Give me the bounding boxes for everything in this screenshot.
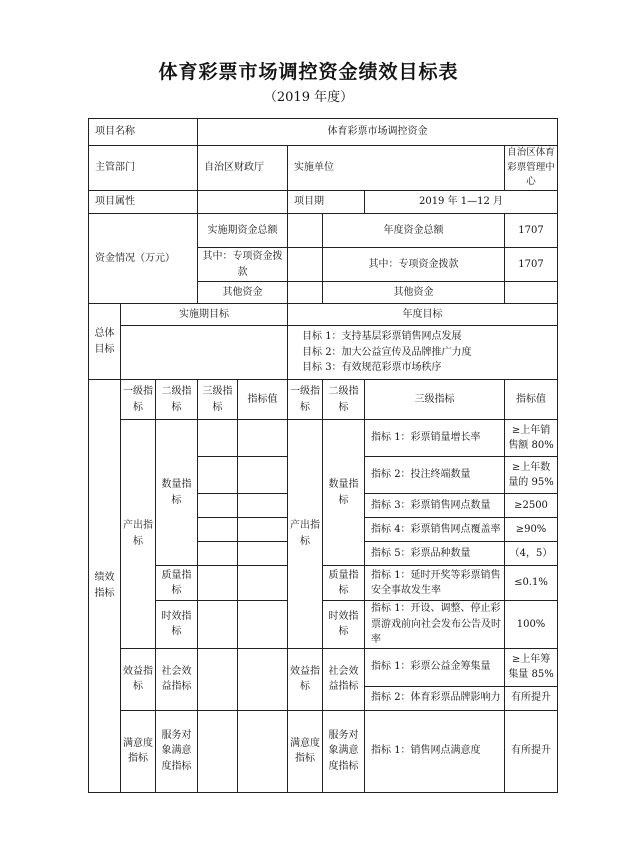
- row-goals-header: [89, 304, 558, 326]
- year-goal-list: [288, 326, 558, 380]
- hdr-val: 指标值: [238, 380, 288, 420]
- indicator-value: 100%: [505, 601, 558, 649]
- hdr-val-right: 指标值: [505, 380, 558, 420]
- table-row: [89, 601, 558, 649]
- timeliness-right: 时效指标: [323, 601, 365, 649]
- funds-label: 资金情况（万元）: [89, 214, 198, 304]
- attr-label: 项目属性: [89, 191, 198, 214]
- indicator-name: 指标 1：开设、调整、停止彩票游戏前向社会发布公告及时率: [365, 601, 505, 649]
- project-name-value: 体育彩票市场调控资金: [198, 119, 558, 146]
- period-label: 项目期: [288, 191, 365, 214]
- timeliness-left: 时效指标: [156, 601, 198, 649]
- impl-unit-value: 自治区体育彩票管理中心: [505, 146, 558, 191]
- empty-cell: [238, 601, 288, 649]
- satisfaction-left: 满意度指标: [121, 710, 156, 792]
- empty-cell: [238, 457, 288, 494]
- empty-cell: [198, 494, 238, 518]
- empty-cell: [198, 457, 238, 494]
- row-funds-total: [89, 214, 558, 248]
- empty-cell: [238, 566, 288, 601]
- hdr-l2: 二级指标: [156, 380, 198, 420]
- row-dept: [89, 146, 558, 191]
- quality-left: 质量指标: [156, 566, 198, 601]
- table-row: [89, 566, 558, 601]
- indicator-value: 有所提升: [505, 710, 558, 792]
- hdr-l3: 三级指标: [198, 380, 238, 420]
- funds-special-value: [288, 248, 323, 282]
- goal-item: 目标 2：加大公益宣传及品牌推广力度: [302, 346, 472, 358]
- output-left: 产出指标: [121, 420, 156, 649]
- year-other-label: 其他资金: [323, 282, 505, 304]
- social-benefit-left: 社会效益指标: [156, 648, 198, 710]
- indicator-name: 指标 1：彩票销量增长率: [365, 420, 505, 457]
- empty-cell: [198, 648, 238, 710]
- empty-cell: [198, 518, 238, 542]
- year-goal-label: 年度目标: [288, 304, 558, 326]
- year-special-label: 其中：专项资金拨款: [323, 248, 505, 282]
- funds-total-label: 实施期资金总额: [198, 214, 288, 248]
- indicator-name: 指标 1：延时开奖等彩票销售安全事故发生率: [365, 566, 505, 601]
- hdr-l1-right: 一级指标: [288, 380, 323, 420]
- year-special-value: 1707: [505, 248, 558, 282]
- indicator-name: 指标 2：投注终端数量: [365, 457, 505, 494]
- perf-label: 绩效指标: [89, 380, 121, 793]
- service-target-right: 服务对象满意度指标: [323, 710, 365, 792]
- empty-cell: [198, 420, 238, 457]
- goals-label: 总体目标: [89, 304, 121, 380]
- indicator-name: 指标 5：彩票品种数量: [365, 542, 505, 566]
- indicator-value: （4，5）: [505, 542, 558, 566]
- quantity-left: 数量指标: [156, 420, 198, 566]
- benefit-left: 效益指标: [121, 648, 156, 710]
- output-right: 产出指标: [288, 420, 323, 649]
- page-title: 体育彩票市场调控资金绩效目标表: [158, 61, 459, 83]
- funds-other-value: [288, 282, 323, 304]
- indicator-name: 指标 1：彩票公益金筹集量: [365, 648, 505, 686]
- attr-value: [198, 191, 288, 214]
- empty-cell: [238, 420, 288, 457]
- table-row: [89, 710, 558, 792]
- quantity-right: 数量指标: [323, 420, 365, 566]
- indicator-name: 指标 2：体育彩票品牌影响力: [365, 686, 505, 710]
- empty-cell: [198, 601, 238, 649]
- benefit-right: 效益指标: [288, 648, 323, 710]
- service-target-left: 服务对象满意度指标: [156, 710, 198, 792]
- period-value: 2019 年 1—12 月: [365, 191, 558, 214]
- empty-cell: [198, 542, 238, 566]
- year-other-value: [505, 282, 558, 304]
- row-goals-body: [89, 326, 558, 380]
- row-attr: [89, 191, 558, 214]
- empty-cell: [198, 566, 238, 601]
- period-goal-value: [121, 326, 288, 380]
- dept-value: 自治区财政厅: [198, 146, 288, 191]
- year-total-label: 年度资金总额: [323, 214, 505, 248]
- page-subtitle: （2019 年度）: [263, 90, 354, 105]
- row-perf-header: [89, 380, 558, 420]
- indicator-value: ≥2500: [505, 494, 558, 518]
- project-name-label: 项目名称: [89, 119, 198, 146]
- hdr-l1: 一级指标: [121, 380, 156, 420]
- goal-item: 目标 3：有效规范彩票市场秩序: [302, 362, 442, 374]
- indicator-value: ≥90%: [505, 518, 558, 542]
- indicator-name: 指标 4：彩票销售网点覆盖率: [365, 518, 505, 542]
- indicator-name: 指标 3：彩票销售网点数量: [365, 494, 505, 518]
- indicator-name: 指标 1：销售网点满意度: [365, 710, 505, 792]
- indicator-value: 有所提升: [505, 686, 558, 710]
- year-total-value: 1707: [505, 214, 558, 248]
- hdr-l2-right: 二级指标: [323, 380, 365, 420]
- satisfaction-right: 满意度指标: [288, 710, 323, 792]
- dept-label: 主管部门: [89, 146, 198, 191]
- funds-other-label: 其他资金: [198, 282, 288, 304]
- performance-target-table: [88, 118, 558, 793]
- empty-cell: [238, 542, 288, 566]
- funds-total-value: [288, 214, 323, 248]
- table-row: [89, 648, 558, 686]
- period-goal-label: 实施期目标: [121, 304, 288, 326]
- indicator-value: ≤0.1%: [505, 566, 558, 601]
- empty-cell: [238, 494, 288, 518]
- hdr-l3-right: 三级指标: [365, 380, 505, 420]
- goal-item: 目标 1：支持基层彩票销售网点发展: [302, 331, 462, 343]
- funds-special-label: 其中：专项资金拨款: [198, 248, 288, 282]
- empty-cell: [238, 710, 288, 792]
- empty-cell: [198, 710, 238, 792]
- indicator-value: ≥上年数量的 95%: [505, 457, 558, 494]
- indicator-value: ≥上年筹集量 85%: [505, 648, 558, 686]
- empty-cell: [238, 518, 288, 542]
- quality-right: 质量指标: [323, 566, 365, 601]
- impl-unit-label: 实施单位: [288, 146, 505, 191]
- indicator-value: ≥上年销售额 80%: [505, 420, 558, 457]
- table-row: [89, 420, 558, 457]
- social-benefit-right: 社会效益指标: [323, 648, 365, 710]
- row-project-name: [89, 119, 558, 146]
- empty-cell: [238, 648, 288, 710]
